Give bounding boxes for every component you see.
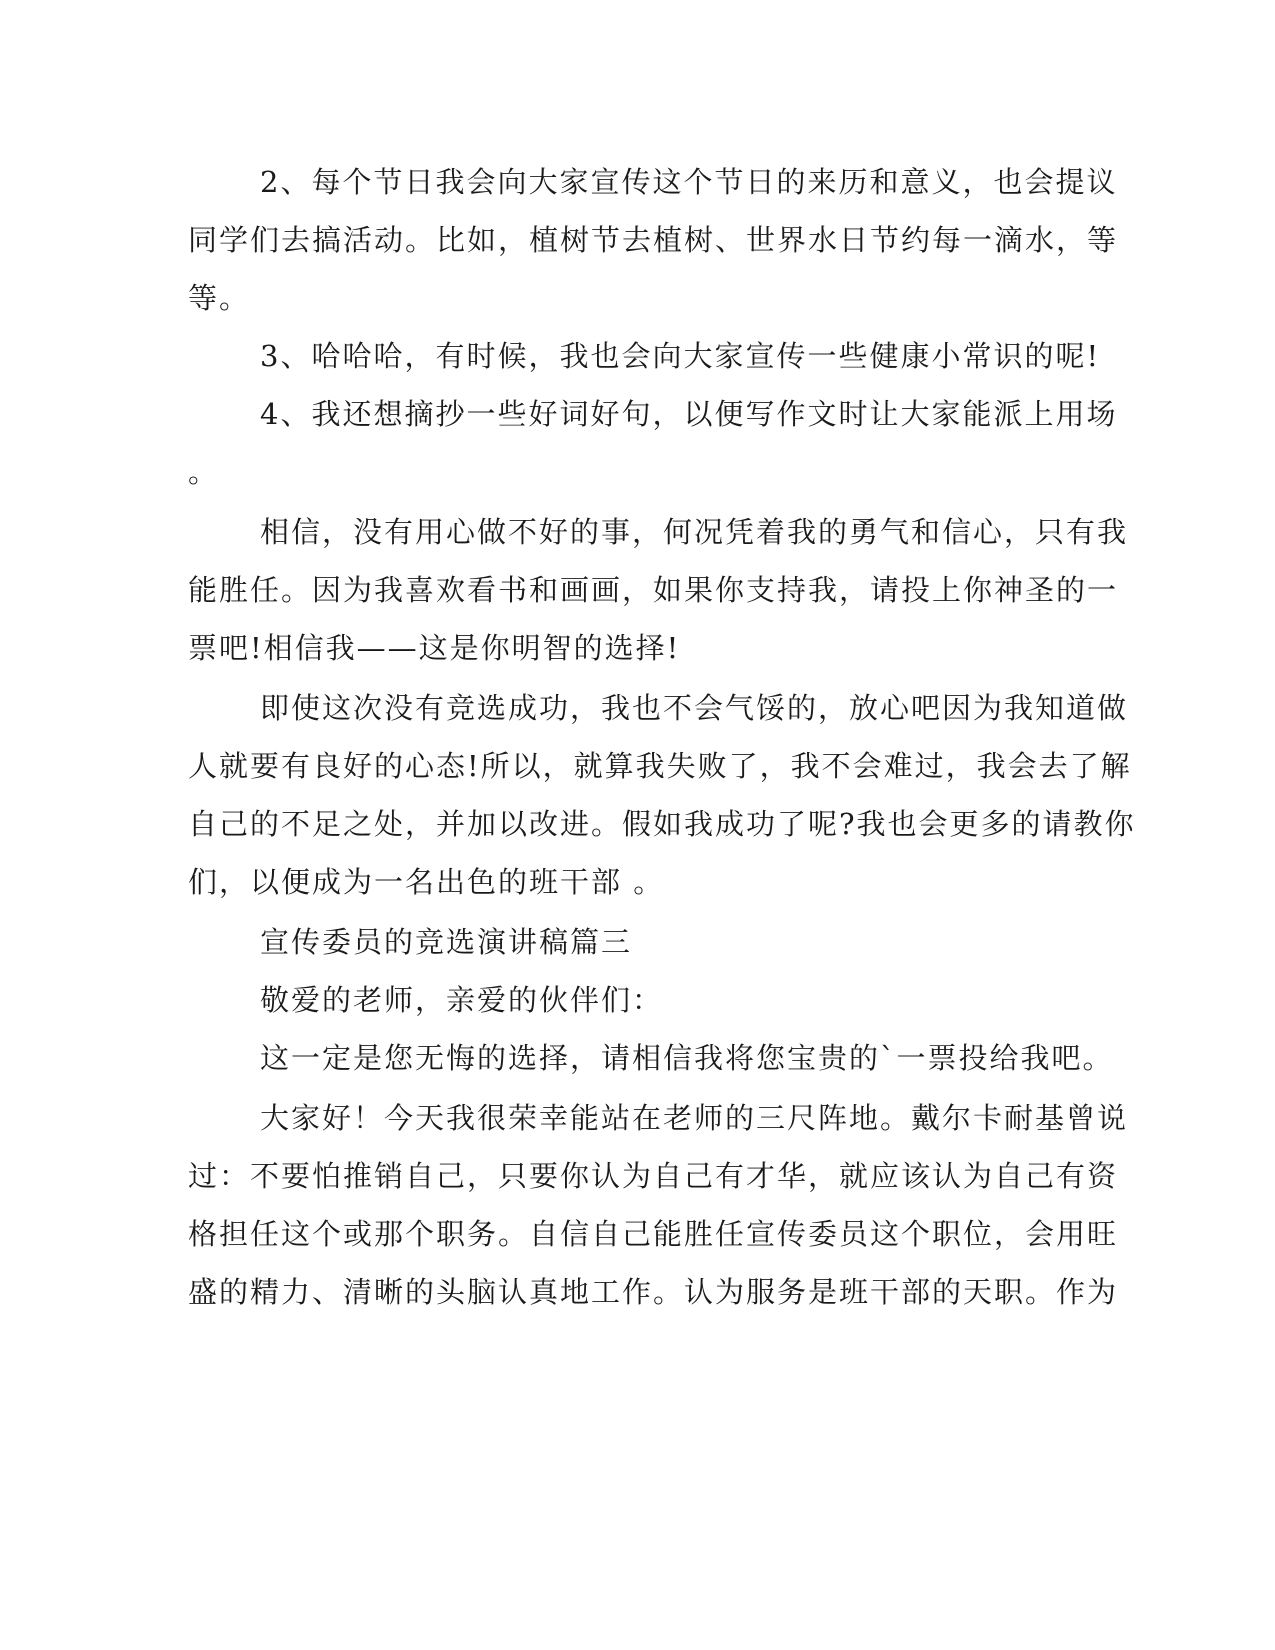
paragraph-line: 相信，没有用心做不好的事，何况凭着我的勇气和信心，只有我 xyxy=(260,515,1129,549)
paragraph-line: 人就要有良好的心态!所以，就算我失败了，我不会难过，我会去了解 xyxy=(188,749,1132,783)
section-heading: 宣传委员的竞选演讲稿篇三 xyxy=(260,925,633,959)
salutation: 敬爱的老师，亲爱的伙伴们： xyxy=(260,983,664,1017)
paragraph-line: 过：不要怕推销自己，只要你认为自己有才华，就应该认为自己有资 xyxy=(188,1159,1119,1193)
paragraph-line: 格担任这个或那个职务。自信自己能胜任宣传委员这个职位，会用旺 xyxy=(188,1217,1119,1251)
paragraph-line: 们，以便成为一名出色的班干部 。 xyxy=(188,865,665,899)
paragraph-line: 即使这次没有竞选成功，我也不会气馁的，放心吧因为我知道做 xyxy=(260,691,1129,725)
paragraph-line: 4、我还想摘抄一些好词好句，以便写作文时让大家能派上用场 xyxy=(260,397,1118,431)
paragraph-line: 自己的不足之处，并加以改进。假如我成功了呢?我也会更多的请教你 xyxy=(188,807,1136,841)
paragraph-line: 等。 xyxy=(188,281,251,315)
paragraph-line: 盛的精力、清晰的头脑认真地工作。认为服务是班干部的天职。作为 xyxy=(188,1275,1119,1309)
paragraph-line: 票吧!相信我——这是你明智的选择! xyxy=(188,631,681,665)
paragraph-line: 。 xyxy=(188,455,220,489)
paragraph-line: 能胜任。因为我喜欢看书和画画，如果你支持我，请投上你神圣的一 xyxy=(188,573,1119,607)
paragraph-line: 大家好！今天我很荣幸能站在老师的三尺阵地。戴尔卡耐基曾说 xyxy=(260,1101,1129,1135)
paragraph-line: 2、每个节日我会向大家宣传这个节日的来历和意义，也会提议 xyxy=(260,165,1118,199)
paragraph-line: 3、哈哈哈，有时候，我也会向大家宣传一些健康小常识的呢! xyxy=(260,339,1101,373)
paragraph-line: 这一定是您无悔的选择，请相信我将您宝贵的`一票投给我吧。 xyxy=(260,1041,1114,1075)
paragraph-line: 同学们去搞活动。比如，植树节去植树、世界水日节约每一滴水，等 xyxy=(188,223,1119,257)
